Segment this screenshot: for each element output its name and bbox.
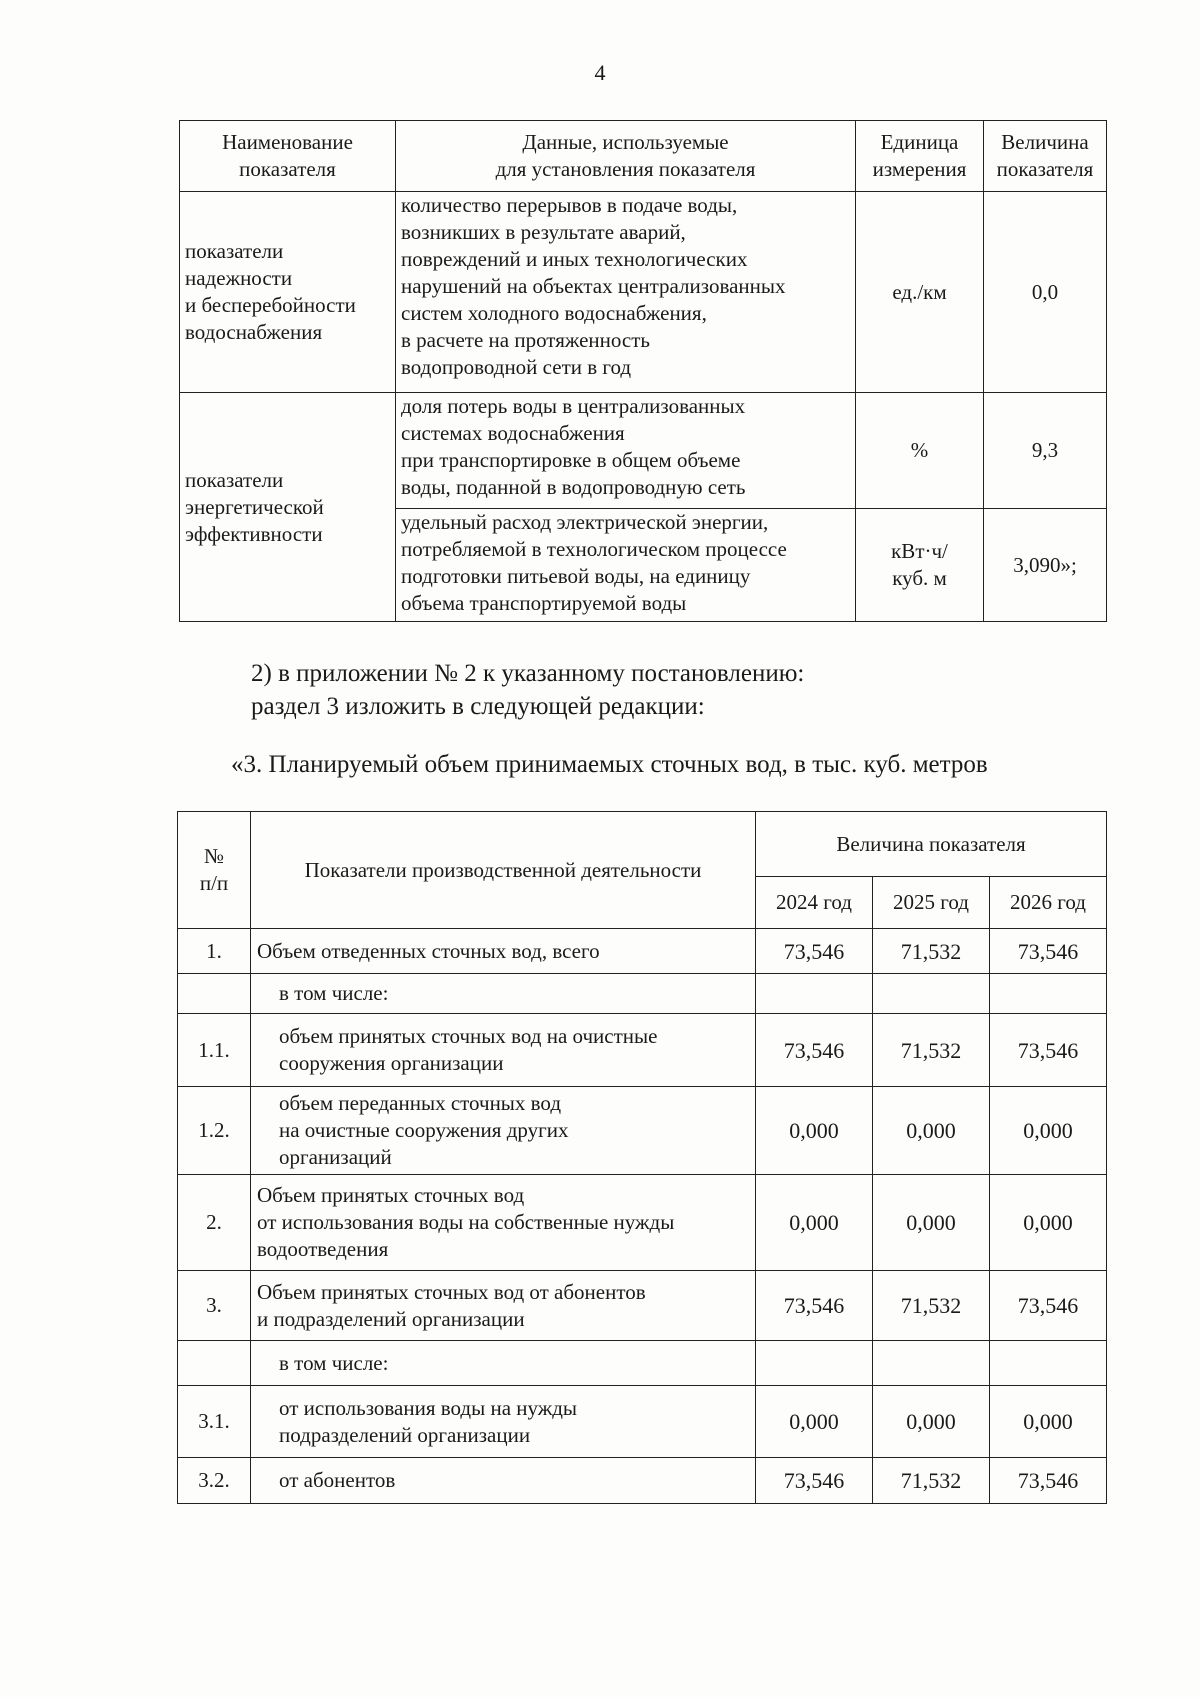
table-row: [178, 1014, 1107, 1087]
header-year: 2025 год: [873, 877, 990, 929]
table-row: [178, 974, 1107, 1014]
value-cell: 73,546: [756, 1271, 873, 1341]
indicator-label: [251, 1014, 756, 1087]
text-line: показателя: [996, 157, 1094, 181]
wastewater-volume-table: [177, 811, 1107, 1504]
amendment-paragraph: 2) в приложении № 2 к указанному постановлению:: [251, 660, 805, 687]
text-line: Объем принятых сточных вод: [257, 1183, 525, 1207]
text-line: в том числе:: [279, 1350, 389, 1375]
table-row: [178, 1458, 1107, 1504]
text-line: водопроводной сети в год: [401, 355, 632, 379]
value-cell: 0,000: [990, 1087, 1107, 1175]
value-cell: 0,000: [873, 1386, 990, 1458]
text-line: при транспортировке в общем объеме: [401, 448, 741, 472]
table-row: [178, 1175, 1107, 1271]
text-line: в том числе:: [279, 981, 389, 1005]
row-number: 3.: [178, 1271, 251, 1341]
value-cell: 0,000: [990, 1175, 1107, 1271]
value-cell: 0,000: [873, 1175, 990, 1271]
value-cell: 0,000: [756, 1087, 873, 1175]
text-line: системах водоснабжения: [401, 421, 625, 445]
text-line: в расчете на протяженность: [401, 328, 650, 352]
group-name: [180, 393, 396, 622]
text-line: показатели: [185, 467, 284, 492]
header-year: 2024 год: [756, 877, 873, 929]
header-data-used: [396, 121, 856, 192]
text-line: воды, поданной в водопроводную сеть: [401, 475, 746, 499]
indicator-label: [251, 974, 756, 1014]
indicator-value: 0,0: [984, 192, 1107, 393]
text-line: Наименование: [222, 130, 353, 154]
text-line: объем принятых сточных вод на очистные: [279, 1024, 658, 1048]
value-cell: 71,532: [873, 1458, 990, 1504]
row-number: 1.1.: [178, 1014, 251, 1087]
row-number: 3.1.: [178, 1386, 251, 1458]
indicators-table: [179, 120, 1107, 622]
text-line: повреждений и иных технологических: [401, 247, 748, 271]
text-line: систем холодного водоснабжения,: [401, 301, 707, 325]
table-row: [178, 929, 1107, 974]
text-line: показателя: [239, 157, 336, 181]
text-line: объем переданных сточных вод: [279, 1091, 562, 1115]
value-cell: [990, 974, 1107, 1014]
value-cell: 0,000: [756, 1175, 873, 1271]
text-line: и бесперебойности: [185, 293, 356, 317]
group-name: [180, 192, 396, 393]
header-indicator-name: [180, 121, 396, 192]
indicator-description: [396, 393, 856, 509]
text-line: Объем отведенных сточных вод, всего: [257, 938, 600, 963]
text-line: сооружения организации: [279, 1051, 504, 1075]
value-cell: [873, 974, 990, 1014]
text-line: ед./км: [892, 279, 947, 304]
text-line: организаций: [279, 1145, 392, 1169]
header-row-number: [178, 812, 251, 929]
table-row: [178, 1271, 1107, 1341]
row-number: [178, 974, 251, 1014]
table-row: [178, 1386, 1107, 1458]
text-line: объема транспортируемой воды: [401, 591, 687, 615]
indicator-label: [251, 1341, 756, 1386]
text-line: возникших в результате аварий,: [401, 220, 686, 244]
row-number: 1.: [178, 929, 251, 974]
table-row: [178, 1341, 1107, 1386]
value-cell: 73,546: [990, 1458, 1107, 1504]
text-line: и подразделений организации: [257, 1306, 525, 1331]
text-line: п/п: [199, 871, 229, 895]
text-line: показатели: [185, 239, 284, 263]
value-cell: 73,546: [990, 1271, 1107, 1341]
text-line: измерения: [872, 157, 967, 181]
row-number: 3.2.: [178, 1458, 251, 1504]
text-line: энергетической: [185, 494, 324, 519]
text-line: %: [910, 438, 929, 462]
page-number: 4: [594, 60, 606, 85]
text-line: количество перерывов в подаче воды,: [401, 193, 738, 217]
indicator-label: [251, 1271, 756, 1341]
text-line: потребляемой в технологическом процессе: [401, 537, 787, 561]
value-cell: 73,546: [990, 929, 1107, 974]
indicator-description: [396, 509, 856, 622]
text-line: нарушений на объектах централизованных: [401, 274, 786, 298]
value-cell: 0,000: [990, 1386, 1107, 1458]
row-number: [178, 1341, 251, 1386]
value-cell: [756, 974, 873, 1014]
value-cell: [873, 1341, 990, 1386]
indicator-value: 9,3: [984, 393, 1107, 509]
indicator-value: 3,090»;: [984, 509, 1107, 622]
text-line: от абонентов: [279, 1468, 396, 1492]
text-line: эффективности: [185, 521, 323, 546]
table-row: [180, 393, 1107, 509]
text-line: удельный расход электрической энергии,: [401, 510, 769, 534]
indicators-table-header: [180, 121, 1107, 192]
text-line: от использования воды на собственные нужды: [257, 1210, 675, 1234]
text-line: Величина: [1001, 130, 1089, 154]
value-cell: [990, 1341, 1107, 1386]
text-line: подразделений организации: [279, 1422, 531, 1447]
header-value: [984, 121, 1107, 192]
indicator-unit: [856, 509, 984, 622]
text-line: кВт·ч/: [891, 539, 948, 563]
value-cell: 71,532: [873, 929, 990, 974]
text-line: куб. м: [892, 566, 947, 590]
value-cell: 73,546: [756, 929, 873, 974]
text-line: для установления показателя: [495, 157, 756, 181]
indicator-unit: [856, 192, 984, 393]
value-cell: 71,532: [873, 1271, 990, 1341]
section-heading: «3. Планируемый объем принимаемых сточных вод, в тыс. куб. метров: [231, 751, 988, 778]
value-cell: 71,532: [873, 1014, 990, 1087]
indicator-description: [396, 192, 856, 393]
value-cell: 73,546: [756, 1458, 873, 1504]
text-line: надежности: [185, 266, 293, 290]
text-line: от использования воды на нужды: [279, 1395, 578, 1420]
indicator-label: [251, 929, 756, 974]
value-cell: 73,546: [990, 1014, 1107, 1087]
value-cell: 0,000: [756, 1386, 873, 1458]
table-row: [180, 192, 1107, 393]
text-line: Объем принятых сточных вод от абонентов: [257, 1279, 646, 1304]
row-number: 2.: [178, 1175, 251, 1271]
header-year: 2026 год: [990, 877, 1107, 929]
header-value-group: Величина показателя: [756, 812, 1107, 877]
text-line: водоотведения: [257, 1237, 389, 1261]
text-line: Единица: [880, 130, 959, 154]
text-line: водоснабжения: [185, 320, 323, 344]
header-unit: [856, 121, 984, 192]
indicator-label: [251, 1386, 756, 1458]
indicator-label: [251, 1087, 756, 1175]
text-line: доля потерь воды в централизованных: [401, 394, 746, 418]
indicator-label: [251, 1175, 756, 1271]
text-line: подготовки питьевой воды, на единицу: [401, 564, 751, 588]
wastewater-table-header: [178, 812, 1107, 877]
header-indicator: Показатели производственной деятельности: [251, 812, 756, 929]
value-cell: [756, 1341, 873, 1386]
indicator-label: [251, 1458, 756, 1504]
text-line: на очистные сооружения других: [279, 1118, 569, 1142]
row-number: 1.2.: [178, 1087, 251, 1175]
value-cell: 73,546: [756, 1014, 873, 1087]
text-line: №: [203, 844, 225, 868]
table-row: [178, 1087, 1107, 1175]
text-line: Данные, используемые: [522, 130, 729, 154]
indicator-unit: [856, 393, 984, 509]
amendment-paragraph: раздел 3 изложить в следующей редакции:: [251, 693, 705, 720]
value-cell: 0,000: [873, 1087, 990, 1175]
